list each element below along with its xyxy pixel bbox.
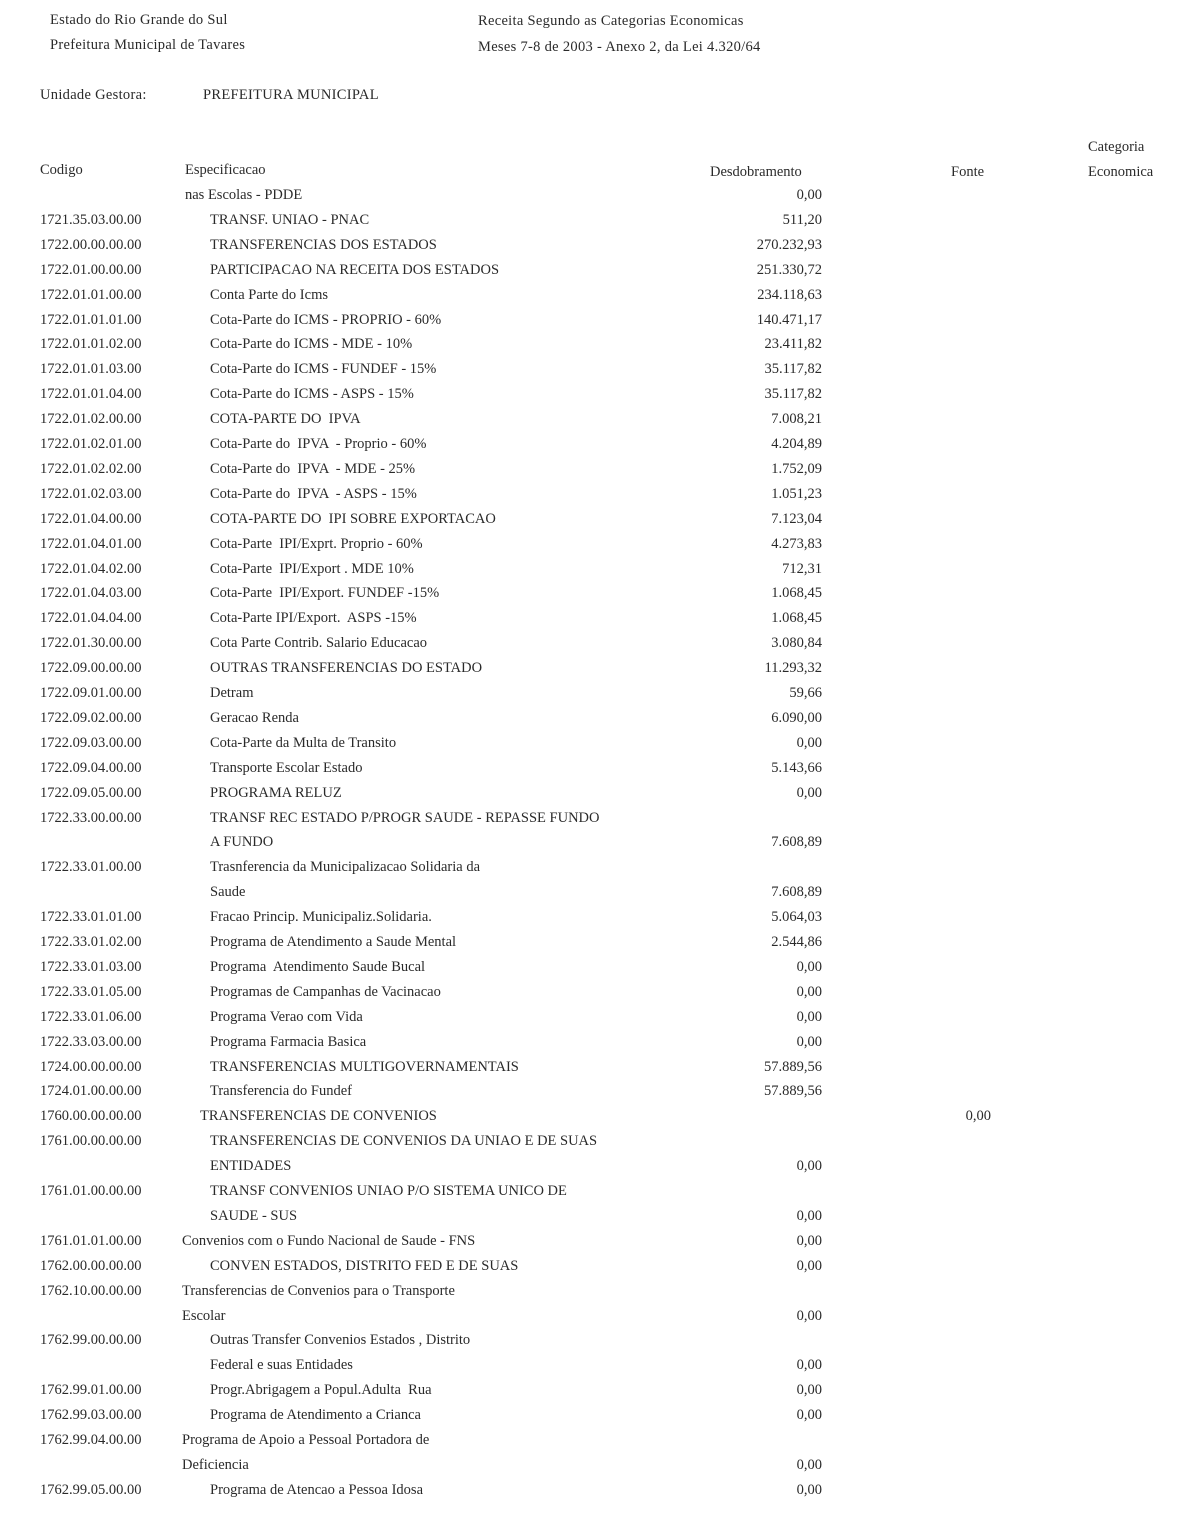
row-code: 1722.01.01.04.00 [40,386,142,402]
row-desdobramento-value: 0,00 [796,735,822,751]
unit-label: Unidade Gestora: [40,87,147,103]
row-description: PARTICIPACAO NA RECEITA DOS ESTADOS [210,262,500,278]
row-code: 1762.99.05.00.00 [40,1482,142,1498]
row-desdobramento-value: 0,00 [796,187,822,203]
row-code: 1722.01.04.02.00 [40,561,142,577]
row-code: 1722.09.03.00.00 [40,735,142,751]
row-desdobramento-value: 1.752,09 [771,461,822,477]
row-desdobramento-value: 1.068,45 [771,610,822,626]
row-desdobramento-value: 0,00 [796,1457,822,1473]
row-description: COTA-PARTE DO IPVA [210,411,361,427]
row-code: 1722.09.05.00.00 [40,785,142,801]
row-description: Cota-Parte do ICMS - FUNDEF - 15% [210,361,437,377]
row-desdobramento-value: 0,00 [796,1233,822,1249]
row-code: 1722.09.01.00.00 [40,685,142,701]
row-description: TRANSF REC ESTADO P/PROGR SAUDE - REPASSE FUNDO [210,810,600,826]
row-description: SAUDE - SUS [210,1208,298,1224]
row-description: Programas de Campanhas de Vacinacao [210,984,441,1000]
row-description: Programa Verao com Vida [210,1009,363,1025]
row-desdobramento-value: 0,00 [796,785,822,801]
row-description: TRANSFERENCIAS DE CONVENIOS DA UNIAO E DE SUAS [210,1133,598,1149]
row-desdobramento-value: 234.118,63 [757,287,822,303]
row-code: 1724.00.00.00.00 [40,1059,142,1075]
row-code: 1761.01.00.00.00 [40,1183,142,1199]
row-description: Programa de Atendimento a Saude Mental [210,934,457,950]
row-desdobramento-value: 0,00 [796,1482,822,1498]
row-desdobramento-value: 0,00 [796,984,822,1000]
row-desdobramento-value: 57.889,56 [764,1059,822,1075]
row-code: 1722.33.01.05.00 [40,984,142,1000]
col-categoria-line1: Categoria [1088,139,1145,155]
col-especificacao: Especificacao [185,162,266,178]
row-code: 1761.01.01.00.00 [40,1233,142,1249]
row-desdobramento-value: 5.143,66 [771,760,822,776]
row-code: 1722.01.02.00.00 [40,411,142,427]
row-desdobramento-value: 0,00 [796,1407,822,1423]
state-name: Estado do Rio Grande do Sul [50,12,228,28]
row-code: 1722.33.00.00.00 [40,810,142,826]
row-desdobramento-value: 270.232,93 [756,237,822,253]
col-desdobramento: Desdobramento [710,164,802,180]
row-desdobramento-value: 0,00 [796,1009,822,1025]
row-description: Geracao Renda [210,710,299,726]
row-desdobramento-value: 11.293,32 [764,660,822,676]
row-description: Cota-Parte do ICMS - ASPS - 15% [210,386,414,402]
row-code: 1722.09.04.00.00 [40,760,142,776]
row-desdobramento-value: 57.889,56 [764,1083,822,1099]
row-code: 1762.10.00.00.00 [40,1283,142,1299]
row-description: CONVEN ESTADOS, DISTRITO FED E DE SUAS [210,1258,519,1274]
row-code: 1722.33.03.00.00 [40,1034,142,1050]
row-desdobramento-value: 140.471,17 [756,312,822,328]
row-code: 1762.00.00.00.00 [40,1258,142,1274]
row-desdobramento-value: 0,00 [796,1308,822,1324]
row-code: 1722.01.30.00.00 [40,635,142,651]
row-desdobramento-value: 251.330,72 [756,262,822,278]
report-period: Meses 7-8 de 2003 - Anexo 2, da Lei 4.320/64 [478,39,761,55]
row-desdobramento-value: 2.544,86 [771,934,822,950]
row-desdobramento-value: 35.117,82 [764,386,822,402]
row-code: 1762.99.00.00.00 [40,1332,142,1348]
row-desdobramento-value: 4.204,89 [771,436,822,452]
row-code: 1760.00.00.00.00 [40,1108,142,1124]
row-code: 1724.01.00.00.00 [40,1083,142,1099]
row-description: Outras Transfer Convenios Estados , Distrito [210,1332,471,1348]
row-description: Cota Parte Contrib. Salario Educacao [210,635,428,651]
row-description: Cota-Parte IPI/Export. ASPS -15% [210,610,417,626]
row-description: Programa de Atencao a Pessoa Idosa [210,1482,424,1498]
row-description: Escolar [182,1308,226,1324]
row-description: Programa de Atendimento a Crianca [210,1407,421,1423]
row-description: Programa Atendimento Saude Bucal [210,959,426,975]
row-desdobramento-value: 0,00 [796,959,822,975]
row-desdobramento-value: 0,00 [796,1382,822,1398]
row-code: 1762.99.01.00.00 [40,1382,142,1398]
row-description: Transferencia do Fundef [210,1083,353,1099]
row-code: 1722.01.02.03.00 [40,486,142,502]
col-categoria-line2: Economica [1088,164,1154,180]
row-code: 1722.01.02.02.00 [40,461,142,477]
row-code: 1722.01.04.03.00 [40,585,142,601]
row-description: COTA-PARTE DO IPI SOBRE EXPORTACAO [210,511,496,527]
row-desdobramento-value: 712,31 [782,561,822,577]
row-description: nas Escolas - PDDE [185,187,303,203]
col-codigo: Codigo [40,162,83,178]
row-description: Progr.Abrigagem a Popul.Adulta Rua [210,1382,432,1398]
row-code: 1722.01.01.03.00 [40,361,142,377]
row-description: TRANSF. UNIAO - PNAC [210,212,370,228]
row-desdobramento-value: 23.411,82 [764,336,822,352]
row-description: Cota-Parte da Multa de Transito [210,735,397,751]
row-desdobramento-value: 0,00 [796,1357,822,1373]
row-code: 1762.99.03.00.00 [40,1407,142,1423]
row-desdobramento-value: 7.608,89 [771,834,822,850]
row-desdobramento-value: 6.090,00 [771,710,822,726]
row-desdobramento-value: 7.008,21 [771,411,822,427]
row-code: 1722.33.01.06.00 [40,1009,142,1025]
municipality-name: Prefeitura Municipal de Tavares [50,37,246,53]
row-code: 1722.01.01.01.00 [40,312,142,328]
row-desdobramento-value: 0,00 [796,1034,822,1050]
row-description: Transporte Escolar Estado [210,760,363,776]
row-description: Cota-Parte do ICMS - PROPRIO - 60% [210,312,442,328]
row-code: 1722.09.00.00.00 [40,660,142,676]
row-desdobramento-value: 1.051,23 [771,486,822,502]
row-description: ENTIDADES [210,1158,292,1174]
row-description: PROGRAMA RELUZ [210,785,342,801]
row-description: Cota-Parte IPI/Exprt. Proprio - 60% [210,536,423,552]
unit-value: PREFEITURA MUNICIPAL [203,87,379,103]
row-desdobramento-value: 0,00 [796,1208,822,1224]
row-description: Saude [210,884,246,900]
row-description: Convenios com o Fundo Nacional de Saude - FNS [182,1233,476,1249]
row-description: OUTRAS TRANSFERENCIAS DO ESTADO [210,660,483,676]
row-desdobramento-value: 1.068,45 [771,585,822,601]
report-title: Receita Segundo as Categorias Economicas [478,13,744,29]
row-desdobramento-value: 511,20 [782,212,822,228]
row-code: 1721.35.03.00.00 [40,212,142,228]
row-description: A FUNDO [210,834,274,850]
row-description: Cota-Parte do IPVA - MDE - 25% [210,461,416,477]
row-code: 1722.01.02.01.00 [40,436,142,452]
row-desdobramento-value: 4.273,83 [771,536,822,552]
row-desdobramento-value: 7.123,04 [771,511,822,527]
row-code: 1722.01.04.00.00 [40,511,142,527]
row-description: Cota-Parte IPI/Export. FUNDEF -15% [210,585,440,601]
row-description: TRANSFERENCIAS MULTIGOVERNAMENTAIS [210,1059,519,1075]
row-code: 1722.01.04.04.00 [40,610,142,626]
row-desdobramento-value: 0,00 [796,1258,822,1274]
row-description: Fracao Princip. Municipaliz.Solidaria. [210,909,432,925]
row-description: Cota-Parte do IPVA - ASPS - 15% [210,486,417,502]
row-desdobramento-value: 7.608,89 [771,884,822,900]
row-description: Cota-Parte IPI/Export . MDE 10% [210,561,414,577]
row-desdobramento-value: 59,66 [789,685,822,701]
row-code: 1722.01.01.02.00 [40,336,142,352]
row-code: 1722.33.01.03.00 [40,959,142,975]
row-code: 1761.00.00.00.00 [40,1133,142,1149]
row-description: Deficiencia [182,1457,249,1473]
row-code: 1762.99.04.00.00 [40,1432,142,1448]
col-fonte: Fonte [951,164,985,180]
row-description: TRANSF CONVENIOS UNIAO P/O SISTEMA UNICO DE [210,1183,567,1199]
row-description: Federal e suas Entidades [210,1357,353,1373]
row-code: 1722.01.01.00.00 [40,287,142,303]
row-code: 1722.09.02.00.00 [40,710,142,726]
row-desdobramento-value: 0,00 [796,1158,822,1174]
row-description: Cota-Parte do ICMS - MDE - 10% [210,336,413,352]
row-description: TRANSFERENCIAS DOS ESTADOS [210,237,437,253]
row-desdobramento-value: 5.064,03 [771,909,822,925]
row-fonte-value: 0,00 [965,1108,991,1124]
row-description: Detram [210,685,254,701]
row-desdobramento-value: 3.080,84 [771,635,822,651]
row-code: 1722.33.01.01.00 [40,909,142,925]
row-description: Programa de Apoio a Pessoal Portadora de [182,1432,430,1448]
row-desdobramento-value: 35.117,82 [764,361,822,377]
row-description: Conta Parte do Icms [210,287,328,303]
row-description: Programa Farmacia Basica [210,1034,367,1050]
row-description: TRANSFERENCIAS DE CONVENIOS [200,1108,437,1124]
row-description: Cota-Parte do IPVA - Proprio - 60% [210,436,427,452]
row-code: 1722.33.01.00.00 [40,859,142,875]
row-code: 1722.00.00.00.00 [40,237,142,253]
row-code: 1722.33.01.02.00 [40,934,142,950]
row-description: Transferencias de Convenios para o Transporte [182,1283,455,1299]
row-description: Trasnferencia da Municipalizacao Solidaria da [210,859,481,875]
row-code: 1722.01.00.00.00 [40,262,142,278]
row-code: 1722.01.04.01.00 [40,536,142,552]
